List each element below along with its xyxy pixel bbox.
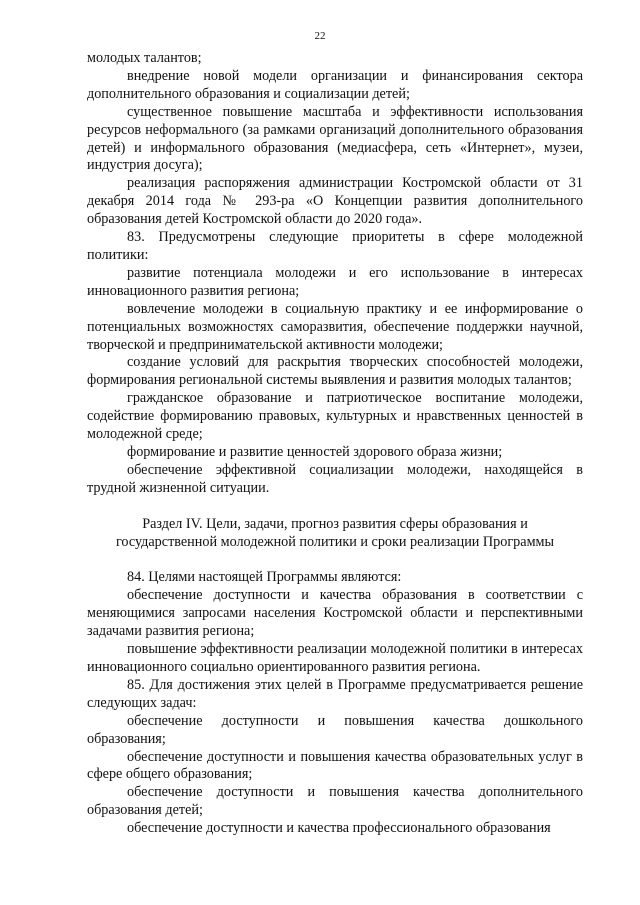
paragraph: формирование и развитие ценностей здорового образа жизни; [127,443,503,460]
paragraph: реализация распоряжения администрации Костромской области от 31 декабря 2014 года № 293-ра «О Концепции развития дополнительного образования детей Костромской области до 2020 года». [87,175,583,228]
paragraph: гражданское образование и патриотическое воспитание молодежи, содействие формированию правовых, культурных и нравственных ценностей в молодежной среде; [87,390,583,443]
paragraph: обеспечение эффективной социализации молодежи, находящейся в трудной жизненной ситуации. [87,461,583,496]
paragraph: 83. Предусмотрены следующие приоритеты в сфере молодежной политики: [87,229,583,263]
paragraph: существенное повышение масштаба и эффективности использования ресурсов неформального (за рамками организаций дополнительного образования детей) и информального образования (медиасфера, сеть «Интернет», музеи, индустрия досуга); [87,103,583,174]
paragraph: обеспечение доступности и качества образования в соответствии с меняющимися запросами населения Костромской области и перспективными задачами развития региона; [87,587,583,640]
paragraph: обеспечение доступности и повышения качества образовательных услуг в сфере общего образования; [87,748,583,783]
paragraph: обеспечение доступности и повышения качества дошкольного образования; [87,712,583,747]
paragraph: развитие потенциала молодежи и его использование в интересах инновационного развития региона; [87,264,583,299]
section-heading-line: Раздел IV. Цели, задачи, прогноз развития сферы образования и [142,515,528,532]
section-heading [87,516,583,552]
paragraph: вовлечение молодежи в социальную практику и ее информирование о потенциальных возможностях саморазвития, обеспечение поддержки научной, творческой и предпринимательской активности молодежи; [87,300,583,353]
paragraph: молодых талантов; [87,50,202,66]
section-heading-line: государственной молодежной политики и сроки реализации Программы [115,533,555,550]
paragraph: обеспечение доступности и повышения качества дополнительного образования детей; [87,784,583,819]
paragraph: обеспечение доступности и качества профессионального образования [127,820,551,837]
document-body [87,50,583,838]
paragraph: повышение эффективности реализации молодежной политики в интересах инновационного социально ориентированного развития региона. [87,641,583,675]
paragraph: 84. Целями настоящей Программы являются: [127,569,402,586]
page-number: 22 [314,30,326,42]
paragraph: внедрение новой модели организации и финансирования сектора дополнительного образования и социализации детей; [87,67,583,102]
paragraph: 85. Для достижения этих целей в Программе предусматривается решение следующих задач: [87,676,583,711]
paragraph: создание условий для раскрытия творческих способностей молодежи, формирования региональной системы выявления и развития молодых талантов; [87,354,583,389]
